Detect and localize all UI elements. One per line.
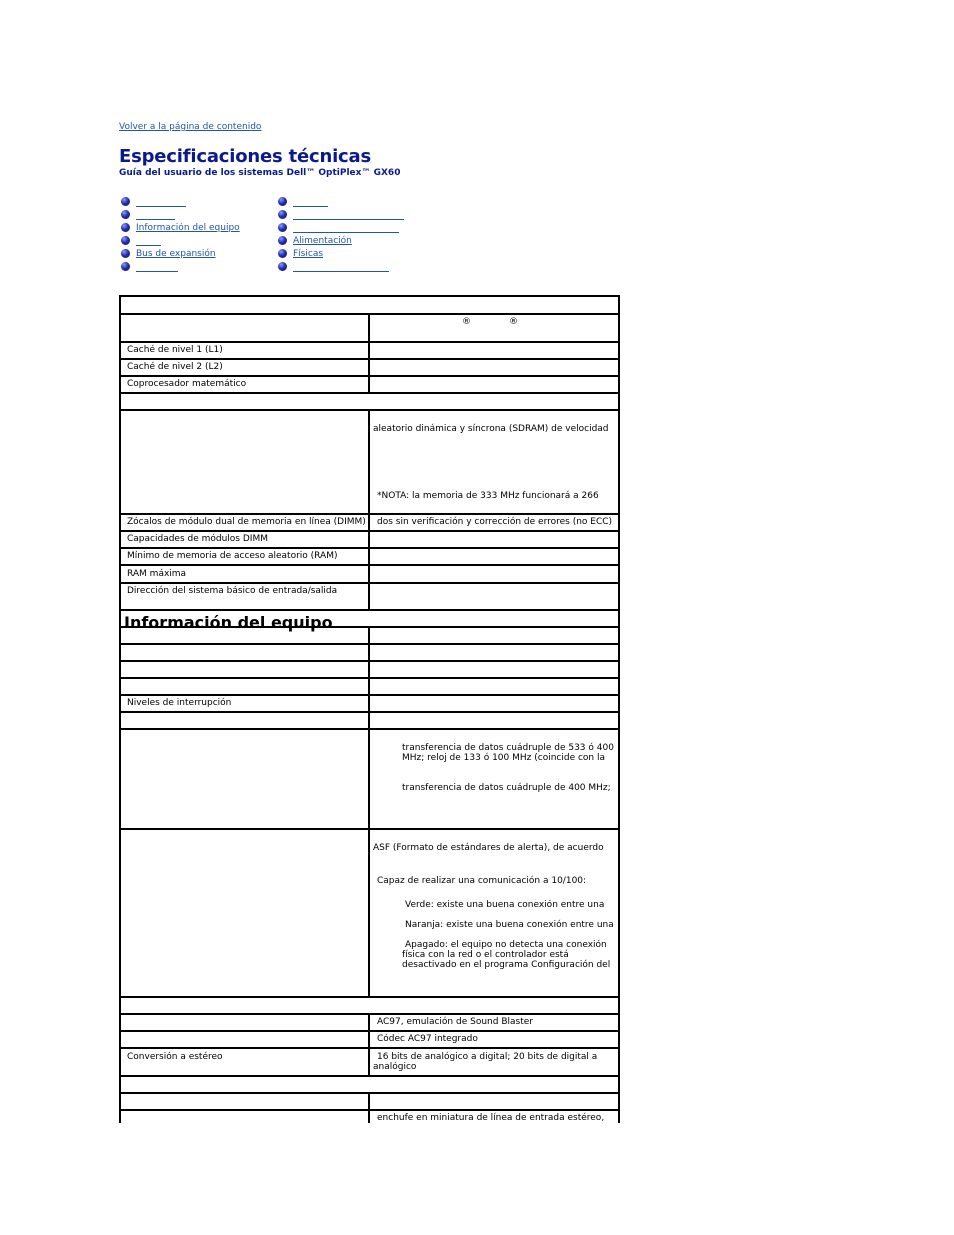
table-cell-label bbox=[121, 679, 370, 694]
table-section-row bbox=[121, 611, 618, 632]
table-cell-label bbox=[121, 411, 370, 513]
table-cell-label bbox=[121, 1032, 370, 1047]
table-cell-value bbox=[370, 549, 618, 564]
table-row bbox=[121, 566, 618, 584]
page-subtitle: Guía del usuario de los sistemas Dell™ OptiPlex™ GX60 bbox=[119, 168, 401, 178]
row-label: RAM máxima bbox=[127, 569, 187, 579]
table-cell-value bbox=[370, 679, 618, 694]
toc-link-computer-info[interactable]: Información del equipo bbox=[136, 222, 240, 233]
table-row bbox=[121, 679, 618, 696]
table-cell-value bbox=[370, 566, 618, 582]
row-label: Niveles de interrupción bbox=[127, 698, 232, 708]
toc-link-empty[interactable] bbox=[136, 236, 161, 246]
row-value: analógico bbox=[373, 1062, 417, 1072]
table-cell-label bbox=[121, 1094, 370, 1109]
row-value: AC97, emulación de Sound Blaster bbox=[377, 1017, 533, 1027]
bullet-icon bbox=[121, 210, 130, 219]
table-row bbox=[121, 1015, 618, 1032]
table-cell-value bbox=[370, 360, 618, 375]
table-section-row bbox=[121, 1077, 618, 1094]
table-cell-label bbox=[121, 662, 370, 677]
bullet-icon bbox=[278, 249, 287, 258]
row-value: Naranja: existe una buena conexión entre una bbox=[405, 920, 614, 930]
bullet-icon bbox=[121, 197, 130, 206]
table-cell-label bbox=[121, 645, 370, 660]
section-heading: Información del equipo bbox=[124, 613, 333, 632]
spec-table bbox=[119, 295, 620, 1123]
row-value: dos sin verificación y corrección de errores (no ECC) bbox=[377, 517, 613, 527]
toc-link-physical[interactable]: Físicas bbox=[293, 248, 324, 259]
table-row bbox=[121, 343, 618, 360]
table-row bbox=[121, 515, 618, 532]
table-row bbox=[121, 315, 618, 343]
registered-mark: ® bbox=[462, 317, 471, 327]
table-row bbox=[121, 645, 618, 662]
table-row bbox=[121, 360, 618, 377]
bullet-icon bbox=[121, 249, 130, 258]
toc-item bbox=[278, 208, 404, 221]
table-row bbox=[121, 662, 618, 679]
row-value: transferencia de datos cuádruple de 400 MHz; bbox=[402, 783, 611, 793]
row-label: Capacidades de módulos DIMM bbox=[127, 534, 268, 544]
row-note: *NOTA: la memoria de 333 MHz funcionará a 266 bbox=[377, 491, 599, 501]
row-value: 16 bits de analógico a digital; 20 bits de digital a bbox=[377, 1052, 598, 1062]
bullet-icon bbox=[278, 197, 287, 206]
table-row bbox=[121, 696, 618, 713]
bullet-icon bbox=[121, 236, 130, 245]
row-label: Coprocesador matemático bbox=[127, 379, 247, 389]
toc-item bbox=[278, 234, 404, 247]
bullet-icon bbox=[278, 223, 287, 232]
toc-link-power[interactable]: Alimentación bbox=[293, 235, 352, 246]
table-row bbox=[121, 532, 618, 549]
table-cell-value bbox=[370, 662, 618, 677]
toc-link-empty[interactable] bbox=[293, 223, 399, 233]
row-label: Conversión a estéreo bbox=[127, 1052, 223, 1062]
table-cell-label bbox=[121, 1015, 370, 1030]
toc-link-empty[interactable] bbox=[293, 262, 389, 272]
row-value: MHz; reloj de 133 ó 100 MHz (coincide con la bbox=[402, 753, 605, 763]
row-label: Mínimo de memoria de acceso aleatorio (RAM) bbox=[127, 551, 338, 561]
toc-item bbox=[121, 195, 240, 208]
table-cell-value bbox=[370, 315, 618, 341]
toc-item bbox=[278, 247, 404, 260]
bullet-icon bbox=[121, 262, 130, 271]
row-value: Capaz de realizar una comunicación a 10/100: bbox=[377, 876, 587, 886]
row-value: Apagado: el equipo no detecta una conexión bbox=[405, 940, 607, 950]
table-cell-value bbox=[370, 696, 618, 711]
row-value: desactivado en el programa Configuración del bbox=[402, 960, 611, 970]
toc-column-1 bbox=[121, 195, 240, 273]
page-title: Especificaciones técnicas bbox=[119, 146, 371, 167]
toc-link-empty[interactable] bbox=[136, 210, 175, 220]
table-section-row bbox=[121, 998, 618, 1015]
table-row bbox=[121, 713, 618, 730]
toc-link-empty[interactable] bbox=[136, 262, 178, 272]
table-cell-value bbox=[370, 1094, 618, 1109]
row-value: Verde: existe una buena conexión entre una bbox=[405, 900, 605, 910]
bullet-icon bbox=[278, 262, 287, 271]
table-row bbox=[121, 377, 618, 394]
row-value: enchufe en miniatura de línea de entrada estéreo, bbox=[377, 1113, 605, 1123]
table-row bbox=[121, 1049, 618, 1077]
row-label: Dirección del sistema básico de entrada/salida bbox=[127, 586, 338, 596]
table-cell-value bbox=[370, 343, 618, 358]
toc-item bbox=[121, 234, 240, 247]
table-row bbox=[121, 549, 618, 566]
table-row bbox=[121, 1111, 618, 1123]
toc-item bbox=[121, 208, 240, 221]
row-value: física con la red o el controlador está bbox=[402, 950, 569, 960]
table-cell-value bbox=[370, 532, 618, 547]
table-row bbox=[121, 628, 618, 645]
row-value: ASF (Formato de estándares de alerta), de acuerdo bbox=[373, 843, 604, 853]
bullet-icon bbox=[278, 210, 287, 219]
table-cell-label bbox=[121, 1111, 370, 1123]
table-section-row bbox=[121, 394, 618, 411]
table-cell-label bbox=[121, 628, 370, 643]
toc-link-empty[interactable] bbox=[293, 210, 404, 220]
table-cell-value bbox=[370, 377, 618, 392]
table-cell-value bbox=[370, 628, 618, 643]
table-row bbox=[121, 584, 618, 611]
row-value: aleatorio dinámica y síncrona (SDRAM) de velocidad bbox=[373, 424, 609, 434]
table-cell-value bbox=[370, 713, 618, 728]
back-to-contents-link[interactable]: Volver a la página de contenido bbox=[119, 122, 262, 132]
bullet-icon bbox=[121, 223, 130, 232]
toc-column-2 bbox=[278, 195, 404, 273]
table-cell-value bbox=[370, 645, 618, 660]
table-cell-label bbox=[121, 315, 370, 341]
table-cell-label bbox=[121, 830, 370, 996]
toc-item bbox=[278, 195, 404, 208]
table-row bbox=[121, 1032, 618, 1049]
bullet-icon bbox=[278, 236, 287, 245]
toc-item bbox=[121, 221, 240, 234]
toc-link-empty[interactable] bbox=[293, 197, 328, 207]
table-cell-label bbox=[121, 730, 370, 828]
registered-mark: ® bbox=[509, 317, 518, 327]
table-cell-label bbox=[121, 713, 370, 728]
table-row bbox=[121, 830, 618, 998]
toc-item bbox=[121, 247, 240, 260]
toc-link-empty[interactable] bbox=[136, 197, 186, 207]
row-label: Caché de nivel 2 (L2) bbox=[127, 362, 223, 372]
table-section-row bbox=[121, 297, 618, 315]
row-value: Códec AC97 integrado bbox=[377, 1034, 478, 1044]
table-row bbox=[121, 1094, 618, 1111]
toc-item bbox=[278, 221, 404, 234]
row-value: transferencia de datos cuádruple de 533 ó 400 bbox=[402, 743, 614, 753]
row-label: Caché de nivel 1 (L1) bbox=[127, 345, 223, 355]
table-row bbox=[121, 730, 618, 830]
toc-item bbox=[121, 260, 240, 273]
toc-item bbox=[278, 260, 404, 273]
table-row bbox=[121, 411, 618, 515]
toc-link-expansion-bus[interactable]: Bus de expansión bbox=[136, 248, 216, 259]
row-label: Zócalos de módulo dual de memoria en línea (DIMM) bbox=[127, 517, 366, 527]
table-cell-value bbox=[370, 584, 618, 609]
